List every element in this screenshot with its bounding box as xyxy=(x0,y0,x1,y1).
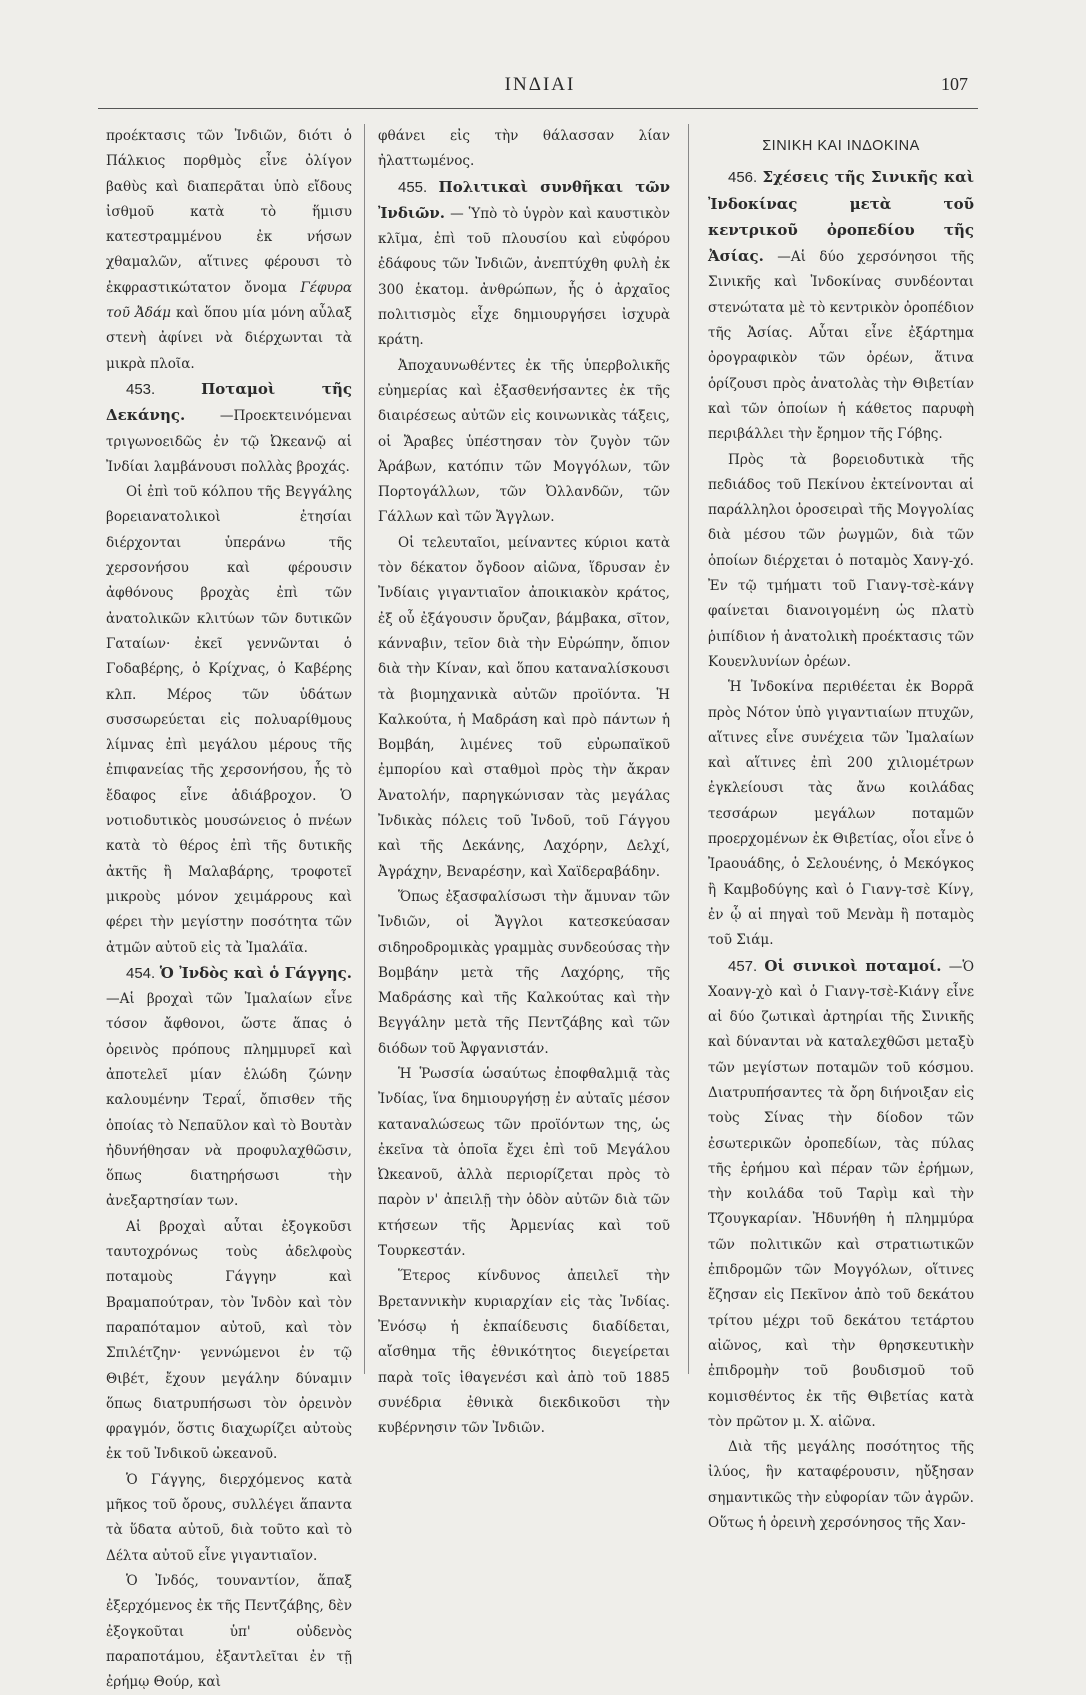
section-heading: Οἱ σινικοὶ ποταμοί. xyxy=(764,956,942,975)
section-number: 454. xyxy=(126,964,156,982)
column-divider-1 xyxy=(364,124,365,1374)
column-3 xyxy=(708,124,974,1536)
section-text: —Προεκτεινόμεναι τριγωνοειδῶς ἐν τῷ Ὠκεανῷ αἱ Ἰνδίαι λαμβάνουσι πολλὰς βροχάς. xyxy=(106,408,352,475)
paragraph: φθάνει εἰς τὴν θάλασσαν λίαν ἠλαττωμένος. xyxy=(378,128,670,170)
section-number: 453. xyxy=(126,380,156,398)
paragraph-text: καὶ ὅπου μία μόνη αὖλαξ στενὴ ἀφίνει νὰ διέρχωνται τὰ μικρὰ πλοῖα. xyxy=(106,305,353,372)
section-number: 455. xyxy=(398,178,428,196)
page-number: 107 xyxy=(941,74,968,94)
paragraph: Ὅπως ἐξασφαλίσωσι τὴν ἄμυναν τῶν Ἰνδιῶν, οἱ Ἄγγλοι κατεσκεύασαν σιδηροδρομικὰς γραμμὰς συνδεούσας τὴν Βομβάην μετὰ τῆς Λαχόρης, τῆς Μαδράσης καὶ τῆς Καλκούτας καὶ τὴν Βεγγάλην μετὰ τῆς Πεντζάβης καὶ τῶν διόδων τοῦ Ἀφγανιστάν. xyxy=(378,888,670,1057)
section-heading: Σχέσεις τῆς Σινικῆς καὶ Ἰνδοκίνας μετὰ τοῦ κεντρικοῦ ὀροπεδίου τῆς Ἀσίας. xyxy=(708,168,974,266)
paragraph: Πρὸς τὰ βορειοδυτικὰ τῆς πεδιάδος τοῦ Πεκίνου ἐκτείνονται αἱ παράλληλοι ὀροσειραὶ τῆς Μογγολίας διὰ μέσου τῶν ῥωγμῶν, διὰ τῶν ὁποίων διέρχεται ὁ ποταμὸς Χανγ-χό. Ἐν τῷ τμήματι τοῦ Γιανγ-τσὲ-κάνγ φαίνεται διανοιγομένη ὡς πλατὺ ῥιπίδιον ἡ ἀνατολικὴ προέκτασις τῶν Κουενλυνίων ὀρέων. xyxy=(708,451,974,670)
paragraph-text: προέκτασις τῶν Ἰνδιῶν, διότι ὁ Πάλκιος πορθμὸς εἶνε ὀλίγον βαθὺς καὶ διαπερᾶται ὑπὸ εἴδους ἰσθμοῦ κατὰ τὸ ἥμισυ κατεστραμμένου ἐκ νήσων χθαμαλῶν, αἵτινες φέρουσι τὸ ἐκφραστικώτατον ὄνομα xyxy=(106,128,352,296)
header-rule xyxy=(98,108,978,109)
column-2 xyxy=(378,124,670,1441)
paragraph: Ἡ Ῥωσσία ὡσαύτως ἐποφθαλμιᾷ τὰς Ἰνδίας, ἵνα δημιουργήσῃ ἐν αὐταῖς μέσον καταναλώσεως τῶν προϊόντων της, ὡς ἐκεῖνα τὰ ὁποῖα ἔχει ἐπὶ τοῦ Μεγάλου Ὠκεανοῦ, ἀλλὰ περιορίζεται πρὸς τὸ παρὸν ν' ἀπειλῇ τὴν ὁδὸν αὐτῶν διὰ τῶν κτήσεων τῆς Ἀρμενίας καὶ τοῦ Τουρκεστάν. xyxy=(378,1065,670,1260)
section-number: 456. xyxy=(728,169,758,187)
section-heading: Ὁ Ἰνδὸς καὶ ὁ Γάγγης. xyxy=(159,963,352,982)
section-text: — Ὑπὸ τὸ ὑγρὸν καὶ καυστικὸν κλῖμα, ἐπὶ τοῦ πλουσίου καὶ εὐφόρου ἐδάφους τῶν Ἰνδιῶν, ἀνεπτύχθη φυλὴ ἐκ 300 ἑκατομ. ἀνθρώπων, ἧς ὁ ἀρχαῖος πολιτισμὸς εἶχε δημιουργήσει ἰσχυρὰ κράτη. xyxy=(378,205,670,349)
section-text: —Αἱ βροχαὶ τῶν Ἰμαλαίων εἶνε τόσον ἄφθονοι, ὥστε ἅπας ὁ ὀρεινὸς πρόπους πλημμυρεῖ καὶ ἀποτελεῖ μίαν ἑλώδη ζώνην καλουμένην Τεραΐ, ὄπισθεν τῆς ὁποίας τὸ Νεπαῦλον καὶ τὸ Βουτὰν ἠδυνήθησαν νὰ προφυλαχθῶσιν, ὅπως διατηρήσωσι τὴν ἀνεξαρτησίαν των. xyxy=(106,991,352,1210)
section-455 xyxy=(378,175,670,354)
paragraph: Ἀποχαυνωθέντες ἐκ τῆς ὑπερβολικῆς εὐημερίας καὶ ἐξασθενήσαντες ἐκ τῆς διαιρέσεως αὐτῶν εἰς κοινωνικὰς τάξεις, οἱ Ἄραβες ὑπέστησαν τὸν ζυγὸν τῶν Ἀράβων, κατόπιν τῶν Μογγόλων, τῶν Πορτογάλλων, τῶν Ὀλλανδῶν, τῶν Γάλλων καὶ τῶν Ἄγγλων. xyxy=(378,357,670,526)
section-heading: Πολιτικαὶ συνθῆκαι τῶν Ἰνδιῶν. xyxy=(378,177,670,222)
paragraph: Διὰ τῆς μεγάλης ποσότητος τῆς ἰλύος, ἣν καταφέρουσιν, ηὔξησαν σημαντικῶς τὴν εὐφορίαν τῶν ἀγρῶν. Οὕτως ἡ ὀρεινὴ χερσόνησος τῆς Χαν- xyxy=(708,1439,974,1532)
running-title: ΙΝΔΙΑΙ xyxy=(504,74,576,95)
section-457 xyxy=(708,954,974,1436)
column-1 xyxy=(106,124,352,1695)
section-456 xyxy=(708,165,974,447)
paragraph xyxy=(106,124,352,377)
paragraph: Ὁ Γάγγης, διερχόμενος κατὰ μῆκος τοῦ ὄρους, συλλέγει ἅπαντα τὰ ὕδατα αὐτοῦ, διὰ τοῦτο καὶ τὸ Δέλτα αὐτοῦ εἶνε γιγαντιαῖον. xyxy=(106,1471,352,1564)
chapter-title: ΣΙΝΙΚΗ ΚΑΙ ΙΝΔΟΚΙΝΑ xyxy=(762,138,920,154)
paragraph: Ὁ Ἰνδός, τουναντίον, ἅπαξ ἐξερχόμενος ἐκ τῆς Πεντζάβης, δὲν ἐξογκοῦται ὑπ' οὐδενὸς παραποτάμου, ἐξαντλεῖται ἐν τῇ ἐρήμῳ Θούρ, καὶ xyxy=(106,1572,352,1691)
paragraph: Ἡ Ἰνδοκίνα περιθέεται ἐκ Βορρᾶ πρὸς Νότον ὑπὸ γιγαντιαίων πτυχῶν, αἵτινες εἶνε συνέχεια τῶν Ἰμαλαίων καὶ αἵτινες ἐπὶ 200 χιλιομέτρων ἐγκλείουσι τὰς ἄνω κοιλάδας τεσσάρων μεγάλων ποταμῶν προερχομένων ἐκ Θιβετίας, οἷοι εἶνε ὁ Ἰρaουάδης, ὁ Σελουένης, ὁ Μεκόγκος ἢ Καμβοδύγης καὶ ὁ Γιανγ-τσὲ Κίνγ, ἐν ᾧ αἱ πηγαὶ τοῦ Μενὰμ ἢ ποταμὸς τοῦ Σιάμ. xyxy=(708,679,974,949)
section-text: —Αἱ δύο χερσόνησοι τῆς Σινικῆς καὶ Ἰνδοκίνας συνδέονται στενώτατα μὲ τὸ κεντρικὸν ὀροπέδιον τῆς Ἀσίας. Αὗται εἶνε ἐξάρτημα ὀρογραφικὸν τῶν ὀρέων, ἅτινα ὁρίζουσι πρὸς ἀνατολὰς τὴν Θιβετίαν καὶ τῶν ὁποίων ἡ κάθετος παρυφὴ περιβάλλει τὴν ἔρημον τῆς Γόβης. xyxy=(708,249,974,443)
place-name-italic: Γέφυρα τοῦ Ἀδάμ xyxy=(106,279,352,322)
paragraph: Οἱ ἐπὶ τοῦ κόλπου τῆς Βεγγάλης βορειανατολικοὶ ἐτησίαι διέρχονται ὑπεράνω τῆς χερσονήσου καὶ φέρουσιν ἀφθόνους βροχὰς ἐπὶ τῶν ἀνατολικῶν κλιτύων τῶν δυτικῶν Γαταίων· ἐκεῖ γεννῶνται ὁ Γοδαβέρης, ὁ Κρίχνας, ὁ Καβέρης κλπ. Μέρος τῶν ὑδάτων συσσωρεύεται εἰς πολυαρίθμους λίμνας ἐπὶ μεγάλου μέρους τῆς ἐπιφανείας τῆς χερσονήσου, ἧς τὸ ἔδαφος εἶνε ἀδιάβροχον. Ὁ νοτιοδυτικὸς μουσώνειος ὁ πνέων κατὰ τὸ θέρος ἐπὶ τῆς δυτικῆς ἀκτῆς ἢ Μαλαβάρης, τροφοτεῖ μικροὺς μόνον χειμάρρους καὶ φέρει τὴν μεγίστην ποσότητα τῶν ἀτμῶν αὐτοῦ εἰς τὰ Ἰμαλάϊα. xyxy=(106,484,352,956)
section-454 xyxy=(106,961,352,1215)
section-453 xyxy=(106,377,352,480)
paragraph: Ἕτερος κίνδυνος ἀπειλεῖ τὴν Βρεταννικὴν κυριαρχίαν εἰς τὰς Ἰνδίας. Ἐνόσῳ ἡ ἐκπαίδευσις διαδίδεται, αἴσθημα τῆς ἐθνικότητος διεγείρεται παρὰ τοῖς ἰθαγενέσι καὶ ἀπὸ τοῦ 1885 συνέδρια ἐθνικὰ διεκδικοῦσι τὴν κυβέρνησιν τῶν Ἰνδιῶν. xyxy=(378,1268,670,1437)
page-header xyxy=(100,74,980,104)
paragraph: Αἱ βροχαὶ αὗται ἐξογκοῦσι ταυτοχρόνως τοὺς ἀδελφοὺς ποταμοὺς Γάγγην καὶ Βραμαπούτραν, τὸν Ἰνδὸν καὶ τὸν παραπόταμον αὐτοῦ, καὶ τὸν Σπιλέτζην· γεννώμενοι ἐν τῷ Θιβέτ, ἔχουν μεγάλην δύναμιν ὅπως διατρυπήσωσι τὸν ὀρεινὸν φραγμόν, ὅστις διαχωρίζει αὐτοὺς ἐκ τοῦ Ἰνδικοῦ ὠκεανοῦ. xyxy=(106,1218,352,1463)
section-heading: Ποταμοὶ τῆς Δεκάνης. xyxy=(106,379,352,425)
column-divider-2 xyxy=(688,124,689,1374)
section-text: —Ὁ Χοανγ-χὸ καὶ ὁ Γιανγ-τσὲ-Κιάνγ εἶνε αἱ δύο ζωτικαὶ ἀρτηρίαι τῆς Σινικῆς καὶ δύνανται νὰ καταλεχθῶσι μεταξὺ τῶν μεγίστων ποταμῶν τοῦ κόσμου. Διατρυπήσαντες τὰ ὄρη διήνοιξαν εἰς τοὺς Σίνας τὴν δίοδον τῶν ἐσωτερικῶν ὀροπεδίων, τὰς πύλας τῆς ἐρήμου καὶ πέραν τῶν ἐρήμων, τὴν κοιλάδα τοῦ Ταρὶμ καὶ τὴν Τζουγκαρίαν. Ἠδυνήθη ἡ πλημμύρα τῶν πολιτικῶν καὶ στρατιωτικῶν ἐπιδρομῶν τῶν Μογγόλων, οἵτινες ἔζησαν εἰς Πεκῖνον ἀπὸ τοῦ δεκάτου τρίτου μέχρι τοῦ δεκάτου τετάρτου αἰῶνος, καὶ τὴν θρησκευτικὴν ἐπιδρομὴν τοῦ βουδισμοῦ τοῦ κομισθέντος ἐκ τῆς Θιβετίας κατὰ τὸν πρῶτον μ. Χ. αἰῶνα. xyxy=(708,958,974,1430)
section-number: 457. xyxy=(728,957,758,975)
paragraph: Οἱ τελευταῖοι, μείναντες κύριοι κατὰ τὸν δέκατον ὄγδοον αἰῶνα, ἵδρυσαν ἐν Ἰνδίαις γιγαντιαῖον ἀποικιακὸν κράτος, ἐξ οὗ ἐξάγουσιν ὄρυζαν, βάμβακα, σῖτον, κάνναβιν, τεῖον διὰ τὴν Εὐρώπην, ὄπιον διὰ τὴν Κίναν, καὶ ὅπου καταναλίσκουσι τὰ βιομηχανικὰ αὐτῶν προϊόντα. Ἡ Καλκούτα, ἡ Μαδράση καὶ πρὸ πάντων ἡ Βομβάη, λιμένες τοῦ εὐρωπαϊκοῦ ἐμπορίου καὶ σταθμοὶ πρὸς τὴν ἄκραν Ἀνατολήν, παρηγκώνισαν τὰς μεγάλας Ἰνδικὰς πόλεις τοῦ Ἰνδοῦ, τοῦ Γάγγου καὶ τῆς Δεκάνης, Λαχόρην, Δελχί, Ἀγράχην, Βεναρέσην, καὶ Χαϊδεραβάδην. xyxy=(378,534,670,880)
